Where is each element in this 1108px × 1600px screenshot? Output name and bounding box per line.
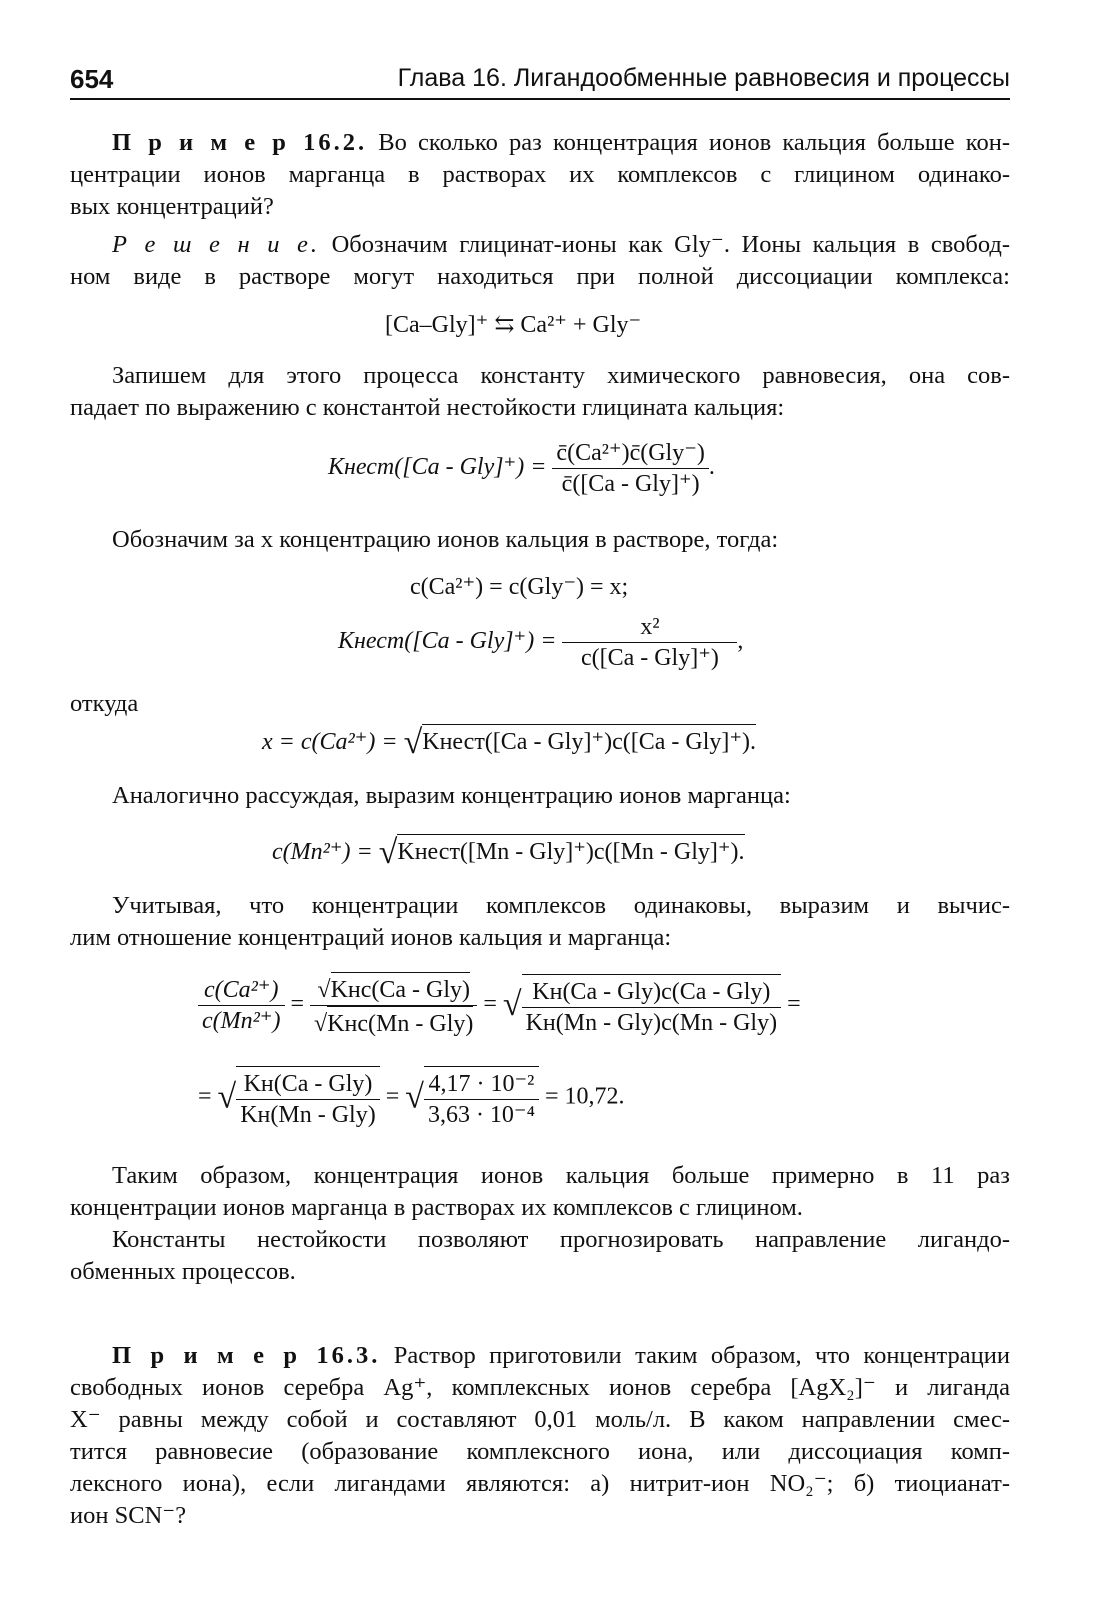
paragraph-line: Таким образом, концентрация ионов кальция больше примерно в 11 раз <box>112 1162 1010 1189</box>
example-question-line: ион SCN⁻? <box>70 1502 187 1529</box>
equation-ratio-line2: = √ $\frac{\text{Kн(Ca - Gly)}}{\text{Kн(Mn - Gly)}}$ = √ $\frac{\text{4,17 · 10⁻²}}{\text{3,63 · 10⁻⁴}}$ = 10,72. <box>198 1066 625 1130</box>
fraction: $\frac{\text{Kн(Ca - Gly)}}{\text{Kн(Mn - Gly)}}$ <box>236 1066 380 1130</box>
equation-instability-constant: Kнест([Ca - Gly]⁺) = $\frac{\text{c̄(Ca²⁺)c̄(Gly⁻)}}{\text{c̄([Ca - Gly]⁺)}}$ . <box>328 440 715 497</box>
word-whence: откуда <box>70 690 139 717</box>
example-question-line: тится равновесие (образование комплексного иона, или диссоциация комп- <box>70 1438 1010 1465</box>
paragraph-line: Учитывая, что концентрации комплексов одинаковы, выразим и вычис- <box>112 892 1010 919</box>
paragraph-line: Аналогично рассуждая, выразим концентрацию ионов марганца: <box>112 782 791 809</box>
sqrt-sign: √ <box>405 1078 424 1116</box>
paragraph-line: Обозначим за x концентрацию ионов кальция в растворе, тогда: <box>112 526 779 553</box>
paragraph-line: падает по выражению с константой нестойкости глицината кальция: <box>70 394 785 421</box>
equation-mn-root: c(Mn²⁺) = √Kнест([Mn - Gly]⁺)c([Mn - Gly]⁺). <box>272 834 745 871</box>
fraction: $\frac{\text{c(Ca²⁺)}}{\text{c(Mn²⁺)}}$ <box>198 975 285 1036</box>
paragraph-line: обменных процессов. <box>70 1258 296 1285</box>
fraction: $\frac{\text{x²}}{\text{c([Ca - Gly]⁺)}}$ <box>562 612 737 673</box>
equation-constant-x: Kнест([Ca - Gly]⁺) = $\frac{\text{x²}}{\text{c([Ca - Gly]⁺)}}$ , <box>338 614 744 671</box>
equation-dissociation: [Ca–Gly]⁺ ⇆ Ca²⁺ + Gly⁻ <box>385 312 642 338</box>
solution-label: Р е ш е н и е. <box>112 231 321 258</box>
paragraph-line: лим отношение концентраций ионов кальция и марганца: <box>70 924 672 951</box>
paragraph-line: концентрации ионов марганца в растворах их комплексов с глицином. <box>70 1194 803 1221</box>
sqrt-sign: √ <box>403 724 423 761</box>
example-question-line: вых концентраций? <box>70 193 274 220</box>
fraction: $\frac{\text{Kн(Ca - Gly)c(Ca - Gly)}}{\text{Kн(Mn - Gly)c(Mn - Gly)}}$ <box>522 974 781 1038</box>
solution-line: ном виде в растворе могут находиться при полной диссоциации комплекса: <box>70 263 1010 290</box>
example-question-line: свободных ионов серебра Ag⁺, комплексных ионов серебра [AgX₂]⁻ и лиганда <box>70 1374 1010 1401</box>
example-question-line: лексного иона), если лигандами являются: а) нитрит-ион NO₂⁻; б) тиоцианат- <box>70 1470 1010 1497</box>
example-question-line: X⁻ равны между собой и составляют 0,01 моль/л. В каком направлении смес- <box>70 1406 1010 1433</box>
example-question-line: центрации ионов марганца в растворах их комплексов с глицином одинако- <box>70 161 1010 188</box>
fraction: $\frac{\text{√Kнc(Ca - Gly)}}{\text{√Kнc(Mn - Gly)}}$ <box>310 972 477 1039</box>
sqrt-sign: √ <box>378 834 398 871</box>
equation-ratio-line1: $\frac{\text{c(Ca²⁺)}}{\text{c(Mn²⁺)}}$ = $\frac{\text{√Kнc(Ca - Gly)}}{\text{√Kнc(Mn - Gly)}}$ = √ $\frac{\text{Kн(Ca - Gly)c(Ca - Gly)}}{\text{Kн(Mn - Gly)c(Mn - Gly)}}$ = <box>198 972 801 1039</box>
solution-line: Р е ш е н и е. Обозначим глицинат-ионы как Gly⁻. Ионы кальция в свобод- <box>112 231 1011 258</box>
equation-x-root: x = c(Ca²⁺) = √Kнест([Ca - Gly]⁺)c([Ca - Gly]⁺). <box>262 724 757 761</box>
sqrt-sign: √ <box>502 986 522 1024</box>
equation-equal-concentrations: c(Ca²⁺) = c(Gly⁻) = x; <box>410 574 629 600</box>
running-header <box>70 62 1010 100</box>
sqrt-sign: √ <box>217 1078 237 1116</box>
fraction: $\frac{\text{4,17 · 10⁻²}}{\text{3,63 · 10⁻⁴}}$ <box>424 1066 539 1130</box>
chapter-title: Глава 16. Лигандообменные равновесия и процессы <box>397 64 1010 92</box>
example-question-line: П р и м е р 16.2. Во сколько раз концентрация ионов кальция больше кон- <box>112 129 1010 156</box>
example-question-line: П р и м е р 16.3. Раствор приготовили таким образом, что концентрации <box>112 1342 1010 1369</box>
result-value: = 10,72. <box>544 1083 625 1110</box>
paragraph-line: Константы нестойкости позволяют прогнозировать направление лигандо- <box>112 1226 1010 1253</box>
example-label: П р и м е р 16.3. <box>112 1342 381 1369</box>
example-label: П р и м е р 16.2. <box>112 129 368 156</box>
page-number: 654 <box>70 64 114 94</box>
fraction: $\frac{\text{c̄(Ca²⁺)c̄(Gly⁻)}}{\text{c̄([Ca - Gly]⁺)}}$ <box>552 438 708 499</box>
paragraph-line: Запишем для этого процесса константу химического равновесия, она сов- <box>112 362 1010 389</box>
